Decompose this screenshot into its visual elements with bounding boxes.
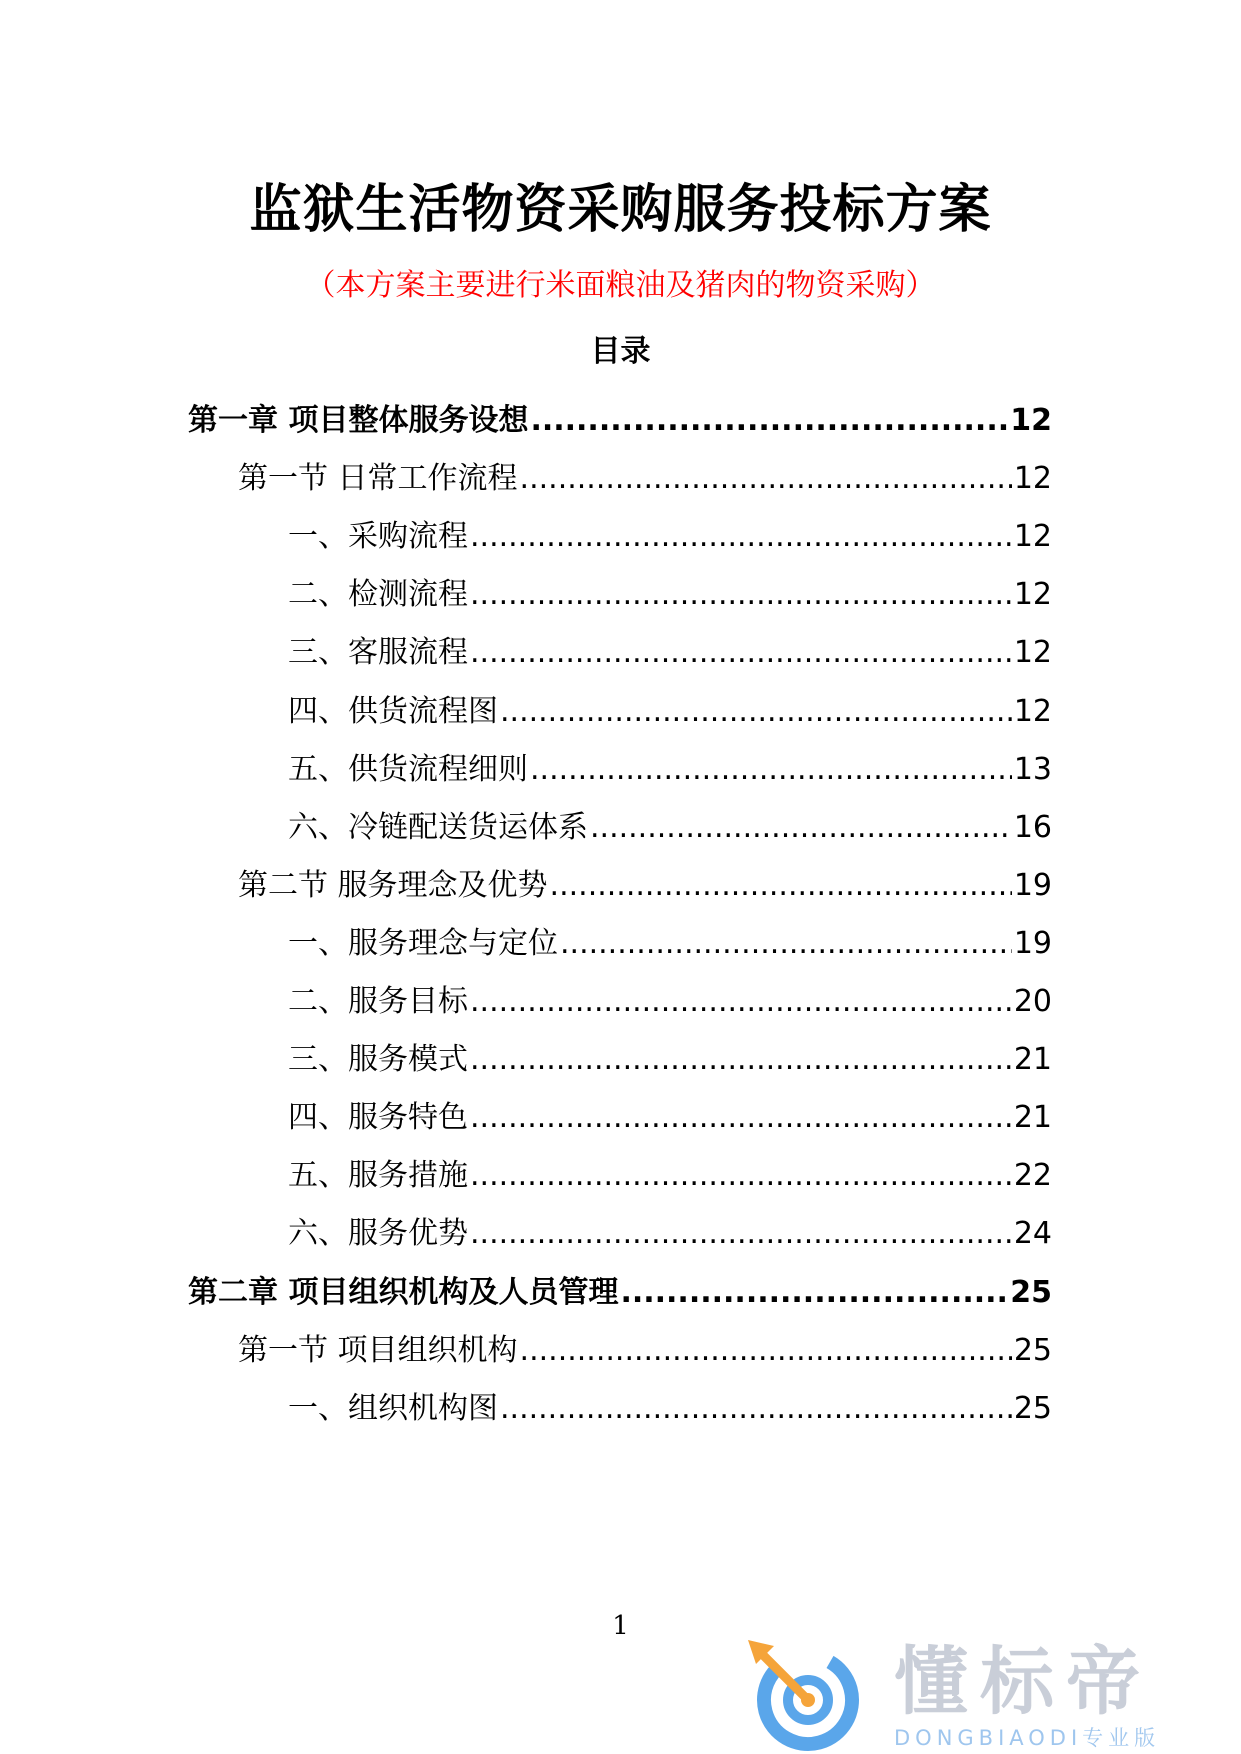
toc-entry-page: 25 bbox=[1013, 1391, 1052, 1426]
toc-heading: 目录 bbox=[590, 334, 651, 369]
toc-entry[interactable] bbox=[188, 1269, 1052, 1313]
toc-entry-page: 12 bbox=[1013, 519, 1052, 554]
target-arrow-icon bbox=[744, 1634, 874, 1752]
toc-entry-label: 第一章 项目整体服务设想 bbox=[188, 403, 529, 438]
toc-entry-label: 六、冷链配送货运体系 bbox=[288, 810, 588, 845]
toc-leader-dots bbox=[550, 866, 1012, 906]
toc-leader-dots bbox=[470, 517, 1012, 557]
toc-leader-dots bbox=[590, 808, 1012, 848]
toc-leader-dots bbox=[470, 982, 1012, 1022]
toc-entry-label: 四、供货流程图 bbox=[288, 694, 498, 729]
watermark-name: 懂标帝 bbox=[894, 1639, 1152, 1725]
toc-entry[interactable] bbox=[188, 397, 1052, 441]
toc-entry-page: 22 bbox=[1013, 1158, 1052, 1193]
toc-leader-dots bbox=[520, 459, 1012, 499]
toc-entry-page: 20 bbox=[1013, 984, 1052, 1019]
toc-entry[interactable] bbox=[288, 1385, 1052, 1429]
toc-entry[interactable] bbox=[288, 920, 1052, 964]
toc-leader-dots bbox=[620, 1273, 1008, 1313]
toc-leader-dots bbox=[560, 924, 1012, 964]
toc-entry-page: 12 bbox=[1010, 403, 1052, 438]
toc-entry[interactable] bbox=[288, 1210, 1052, 1254]
toc-entry[interactable] bbox=[288, 1152, 1052, 1196]
toc-entry-page: 25 bbox=[1010, 1275, 1052, 1310]
toc-entry-label: 一、服务理念与定位 bbox=[288, 926, 558, 961]
toc-entry-label: 四、服务特色 bbox=[288, 1100, 468, 1135]
toc-entry[interactable] bbox=[288, 571, 1052, 615]
document-title: 监狱生活物资采购服务投标方案 bbox=[249, 180, 992, 240]
toc-entry[interactable] bbox=[238, 862, 1052, 906]
toc-leader-dots bbox=[470, 1214, 1012, 1254]
page-number: 1 bbox=[612, 1611, 629, 1641]
document-subtitle: （本方案主要进行米面粮油及猪肉的物资采购） bbox=[305, 268, 936, 303]
toc-entry-label: 五、服务措施 bbox=[288, 1158, 468, 1193]
toc-leader-dots bbox=[520, 1331, 1012, 1371]
toc-entry[interactable] bbox=[288, 1036, 1052, 1080]
toc-leader-dots bbox=[470, 1040, 1012, 1080]
toc-entry-page: 12 bbox=[1013, 461, 1052, 496]
toc-entry-label: 第二章 项目组织机构及人员管理 bbox=[188, 1275, 619, 1310]
toc-entry[interactable] bbox=[288, 1094, 1052, 1138]
toc-leader-dots bbox=[500, 1389, 1012, 1429]
toc-leader-dots bbox=[470, 633, 1012, 673]
toc-entry[interactable] bbox=[288, 629, 1052, 673]
toc-entry-label: 六、服务优势 bbox=[288, 1216, 468, 1251]
toc-leader-dots bbox=[530, 750, 1012, 790]
toc-entry-page: 24 bbox=[1013, 1216, 1052, 1251]
watermark-subtitle: DONGBIAODI专业版 bbox=[894, 1726, 1161, 1750]
toc-entry[interactable] bbox=[238, 455, 1052, 499]
toc-entry-label: 一、组织机构图 bbox=[288, 1391, 498, 1426]
toc-leader-dots bbox=[470, 1156, 1012, 1196]
toc-entry-page: 25 bbox=[1013, 1333, 1052, 1368]
toc-entry-label: 第二节 服务理念及优势 bbox=[238, 868, 548, 903]
toc-entry[interactable] bbox=[288, 978, 1052, 1022]
toc-entry-page: 13 bbox=[1013, 752, 1052, 787]
toc-entry-label: 二、检测流程 bbox=[288, 577, 468, 612]
toc-entry-label: 第一节 日常工作流程 bbox=[238, 461, 518, 496]
toc-entry-page: 19 bbox=[1013, 926, 1052, 961]
toc-leader-dots bbox=[470, 575, 1012, 615]
toc-entry[interactable] bbox=[288, 513, 1052, 557]
toc-entry-page: 16 bbox=[1013, 810, 1052, 845]
toc-entry[interactable] bbox=[238, 1327, 1052, 1371]
toc-entry-page: 12 bbox=[1013, 577, 1052, 612]
toc-entry-label: 第一节 项目组织机构 bbox=[238, 1333, 518, 1368]
toc-entry-label: 三、客服流程 bbox=[288, 635, 468, 670]
toc-entry-page: 12 bbox=[1013, 694, 1052, 729]
toc-leader-dots bbox=[530, 401, 1008, 441]
toc-entry-label: 五、供货流程细则 bbox=[288, 752, 528, 787]
toc-entry-label: 三、服务模式 bbox=[288, 1042, 468, 1077]
toc-entry[interactable] bbox=[288, 688, 1052, 732]
toc-entry-label: 二、服务目标 bbox=[288, 984, 468, 1019]
toc-entry-label: 一、采购流程 bbox=[288, 519, 468, 554]
toc-entry-page: 12 bbox=[1013, 635, 1052, 670]
toc-entry[interactable] bbox=[288, 746, 1052, 790]
toc-entry-page: 19 bbox=[1013, 868, 1052, 903]
watermark bbox=[744, 1634, 1220, 1752]
toc-leader-dots bbox=[470, 1098, 1012, 1138]
toc-entry[interactable] bbox=[288, 804, 1052, 848]
toc-entry-page: 21 bbox=[1013, 1100, 1052, 1135]
toc-leader-dots bbox=[500, 692, 1012, 732]
toc-entry-page: 21 bbox=[1013, 1042, 1052, 1077]
